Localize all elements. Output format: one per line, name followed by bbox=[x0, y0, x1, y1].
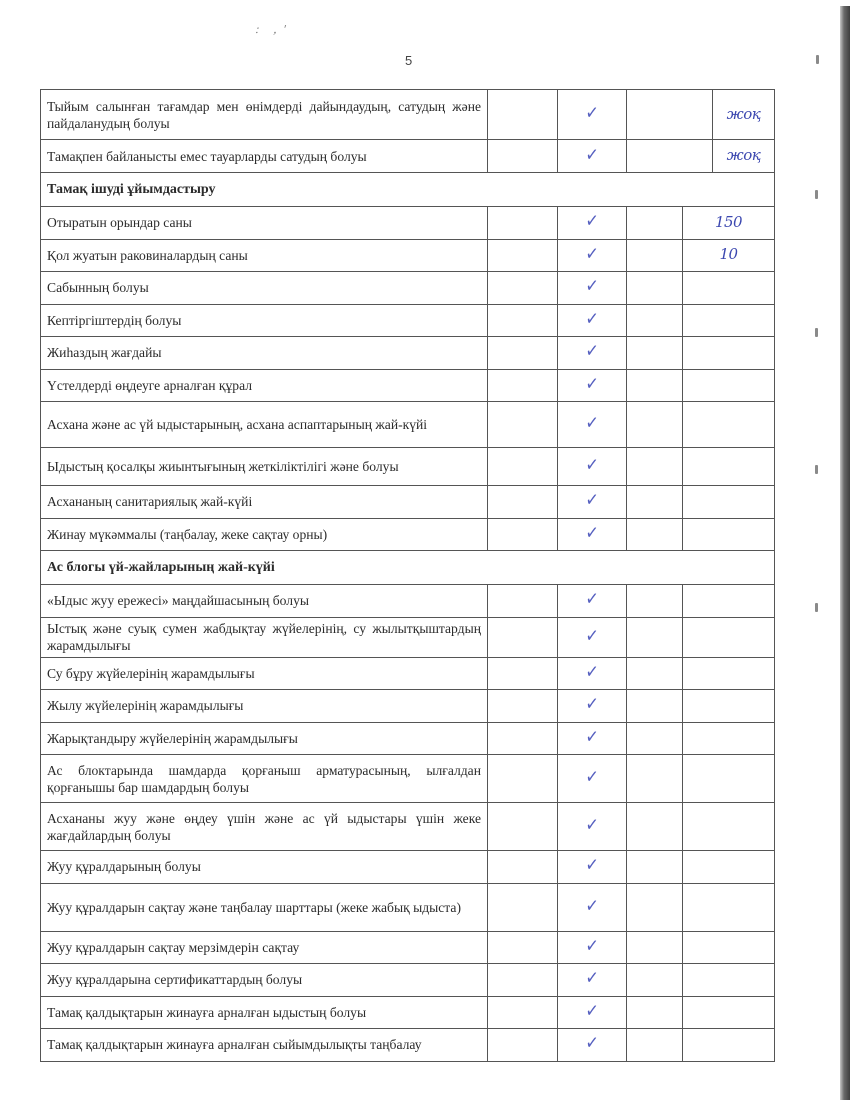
empty-cell[interactable] bbox=[488, 448, 558, 486]
table-row bbox=[41, 1029, 775, 1062]
table-row bbox=[41, 617, 775, 657]
row-label: «Ыдыс жуу ережесі» маңдайшасының болуы bbox=[41, 585, 488, 618]
checklist-table-top bbox=[40, 89, 775, 173]
empty-cell[interactable] bbox=[627, 90, 713, 140]
note-cell[interactable] bbox=[683, 657, 775, 690]
empty-cell[interactable] bbox=[488, 617, 558, 657]
checkmark-icon: ✓ bbox=[584, 209, 600, 234]
binding-mark bbox=[815, 328, 818, 337]
checkmark-icon: ✓ bbox=[584, 339, 600, 364]
checkmark-icon: ✓ bbox=[584, 587, 600, 612]
empty-cell[interactable] bbox=[488, 402, 558, 448]
table-row bbox=[41, 755, 775, 803]
table-row bbox=[41, 518, 775, 551]
check-cell[interactable] bbox=[558, 239, 627, 272]
table-row bbox=[41, 140, 775, 173]
empty-cell[interactable] bbox=[488, 883, 558, 931]
page-number: 5 bbox=[405, 53, 413, 68]
table-row bbox=[41, 369, 775, 402]
check-cell[interactable] bbox=[558, 272, 627, 305]
note-cell[interactable] bbox=[683, 851, 775, 884]
empty-cell[interactable] bbox=[627, 304, 683, 337]
table-row bbox=[41, 931, 775, 964]
check-cell[interactable] bbox=[558, 996, 627, 1029]
empty-cell[interactable] bbox=[488, 140, 558, 173]
check-cell[interactable] bbox=[558, 402, 627, 448]
empty-cell[interactable] bbox=[488, 931, 558, 964]
check-cell[interactable] bbox=[558, 304, 627, 337]
note-cell[interactable] bbox=[713, 90, 775, 140]
handwritten-note: жоқ bbox=[726, 146, 761, 164]
row-label: Жуу құралдарын сақтау және таңбалау шарттары (жеке жабық ыдыста) bbox=[41, 883, 488, 931]
row-label: Жинау мүкәммалы (таңбалау, жеке сақтау орны) bbox=[41, 518, 488, 551]
note-cell[interactable] bbox=[683, 722, 775, 755]
row-label: Асхана және ас үй ыдыстарының, асхана аспаптарының жай-күйі bbox=[41, 402, 488, 448]
row-label: Қол жуатын раковиналардың саны bbox=[41, 239, 488, 272]
empty-cell[interactable] bbox=[627, 486, 683, 519]
check-cell[interactable] bbox=[558, 140, 627, 173]
table-row bbox=[41, 402, 775, 448]
empty-cell[interactable] bbox=[488, 722, 558, 755]
row-label: Жуу құралдарына сертификаттардың болуы bbox=[41, 964, 488, 997]
empty-cell[interactable] bbox=[627, 755, 683, 803]
table-row bbox=[41, 803, 775, 851]
empty-cell[interactable] bbox=[488, 486, 558, 519]
check-cell[interactable] bbox=[558, 617, 627, 657]
note-cell[interactable] bbox=[683, 369, 775, 402]
check-cell[interactable] bbox=[558, 964, 627, 997]
note-cell[interactable] bbox=[683, 207, 775, 240]
empty-cell[interactable] bbox=[627, 851, 683, 884]
table-row bbox=[41, 585, 775, 618]
empty-cell[interactable] bbox=[488, 369, 558, 402]
empty-cell[interactable] bbox=[627, 690, 683, 723]
row-label: Тамақ қалдықтарын жинауға арналған ыдыстың болуы bbox=[41, 996, 488, 1029]
row-label: Тыйым салынған тағамдар мен өнімдерді дайындаудың, сатудың және пайдаланудың болуы bbox=[41, 90, 488, 140]
table-row bbox=[41, 304, 775, 337]
handwritten-note: 150 bbox=[714, 212, 743, 231]
checkmark-icon: ✓ bbox=[584, 998, 600, 1023]
empty-cell[interactable] bbox=[627, 1029, 683, 1062]
checkmark-icon: ✓ bbox=[584, 142, 600, 167]
check-cell[interactable] bbox=[558, 931, 627, 964]
table-row bbox=[41, 90, 775, 140]
table-row bbox=[41, 337, 775, 370]
note-cell[interactable] bbox=[683, 448, 775, 486]
row-label: Ыдыстың қосалқы жиынтығының жеткіліктілігі және болуы bbox=[41, 448, 488, 486]
row-label: Асхананы жуу және өңдеу үшін және ас үй ыдыстары үшін жеке жағдайлардың болуы bbox=[41, 803, 488, 851]
note-cell[interactable] bbox=[683, 486, 775, 519]
empty-cell[interactable] bbox=[488, 337, 558, 370]
note-cell[interactable] bbox=[683, 272, 775, 305]
table-row bbox=[41, 964, 775, 997]
checkmark-icon: ✓ bbox=[584, 765, 600, 789]
handwritten-note: 10 bbox=[719, 245, 738, 264]
empty-cell[interactable] bbox=[488, 755, 558, 803]
row-label: Сабынның болуы bbox=[41, 272, 488, 305]
row-label: Жылу жүйелерінің жарамдылығы bbox=[41, 690, 488, 723]
table-row bbox=[41, 657, 775, 690]
check-cell[interactable] bbox=[558, 722, 627, 755]
checkmark-icon: ✓ bbox=[584, 453, 600, 477]
checkmark-icon: ✓ bbox=[584, 371, 600, 396]
empty-cell[interactable] bbox=[488, 803, 558, 851]
check-cell[interactable] bbox=[558, 1029, 627, 1062]
checkmark-icon: ✓ bbox=[584, 101, 600, 125]
row-label: Отыратын орындар саны bbox=[41, 207, 488, 240]
empty-cell[interactable] bbox=[627, 931, 683, 964]
checkmark-icon: ✓ bbox=[584, 692, 600, 717]
empty-cell[interactable] bbox=[488, 304, 558, 337]
empty-cell[interactable] bbox=[627, 239, 683, 272]
empty-cell[interactable] bbox=[488, 585, 558, 618]
checkmark-icon: ✓ bbox=[584, 274, 600, 299]
note-cell[interactable] bbox=[683, 755, 775, 803]
row-label: Үстелдерді өңдеуге арналған құрал bbox=[41, 369, 488, 402]
check-cell[interactable] bbox=[558, 803, 627, 851]
empty-cell[interactable] bbox=[488, 690, 558, 723]
empty-cell[interactable] bbox=[627, 402, 683, 448]
table-row bbox=[41, 722, 775, 755]
row-label: Ас блоктарында шамдарда қорғаныш арматурасының, ылғалдан қорғанышы бар шамдардың болуы bbox=[41, 755, 488, 803]
note-cell[interactable] bbox=[683, 883, 775, 931]
empty-cell[interactable] bbox=[488, 657, 558, 690]
note-cell[interactable] bbox=[683, 239, 775, 272]
binding-mark bbox=[815, 190, 818, 199]
empty-cell[interactable] bbox=[627, 272, 683, 305]
note-cell[interactable] bbox=[683, 337, 775, 370]
table-row bbox=[41, 883, 775, 931]
row-label: Жуу құралдарының болуы bbox=[41, 851, 488, 884]
empty-cell[interactable] bbox=[488, 1029, 558, 1062]
table-row bbox=[41, 207, 775, 240]
row-label: Ыстық және суық сумен жабдықтау жүйелерінің, су жылытқыштардың жарамдылығы bbox=[41, 617, 488, 657]
table-row bbox=[41, 851, 775, 884]
empty-cell[interactable] bbox=[627, 803, 683, 851]
binding-mark bbox=[816, 55, 819, 64]
empty-cell[interactable] bbox=[488, 964, 558, 997]
row-label: Тамақпен байланысты емес тауарларды сатудың болуы bbox=[41, 140, 488, 173]
empty-cell[interactable] bbox=[627, 369, 683, 402]
note-cell[interactable] bbox=[683, 931, 775, 964]
check-cell[interactable] bbox=[558, 690, 627, 723]
handwritten-note: жоқ bbox=[726, 104, 761, 123]
empty-cell[interactable] bbox=[627, 337, 683, 370]
row-label: Су бұру жүйелерінің жарамдылығы bbox=[41, 657, 488, 690]
section-title: Тамақ ішуді ұйымдастыру bbox=[41, 173, 775, 207]
checkmark-icon: ✓ bbox=[584, 893, 600, 918]
scan-artifact: : ,' bbox=[254, 22, 294, 36]
table-row bbox=[41, 239, 775, 272]
checklist-table bbox=[40, 172, 775, 1062]
checkmark-icon: ✓ bbox=[584, 966, 600, 991]
checkmark-icon: ✓ bbox=[584, 623, 600, 648]
check-cell[interactable] bbox=[558, 90, 627, 140]
check-cell[interactable] bbox=[558, 337, 627, 370]
table-row bbox=[41, 272, 775, 305]
table-row bbox=[41, 448, 775, 486]
note-cell[interactable] bbox=[683, 304, 775, 337]
binding-mark bbox=[815, 603, 818, 612]
note-cell[interactable] bbox=[683, 964, 775, 997]
check-cell[interactable] bbox=[558, 518, 627, 551]
checkmark-icon: ✓ bbox=[584, 1031, 600, 1056]
check-cell[interactable] bbox=[558, 207, 627, 240]
empty-cell[interactable] bbox=[488, 207, 558, 240]
note-cell[interactable] bbox=[683, 617, 775, 657]
check-cell[interactable] bbox=[558, 657, 627, 690]
table-row bbox=[41, 486, 775, 519]
note-cell[interactable] bbox=[683, 1029, 775, 1062]
check-cell[interactable] bbox=[558, 448, 627, 486]
checkmark-icon: ✓ bbox=[584, 933, 600, 958]
scan-edge-shadow bbox=[840, 6, 850, 1100]
checkmark-icon: ✓ bbox=[584, 306, 600, 331]
binding-mark bbox=[815, 465, 818, 474]
empty-cell[interactable] bbox=[627, 657, 683, 690]
table-row bbox=[41, 690, 775, 723]
empty-cell[interactable] bbox=[627, 617, 683, 657]
checkmark-icon: ✓ bbox=[584, 853, 600, 878]
row-label: Жарықтандыру жүйелерінің жарамдылығы bbox=[41, 722, 488, 755]
section-header-row bbox=[41, 173, 775, 207]
note-cell[interactable] bbox=[683, 690, 775, 723]
check-cell[interactable] bbox=[558, 369, 627, 402]
table-row bbox=[41, 996, 775, 1029]
note-cell[interactable] bbox=[683, 518, 775, 551]
empty-cell[interactable] bbox=[627, 140, 713, 173]
checkmark-icon: ✓ bbox=[584, 520, 600, 545]
checkmark-icon: ✓ bbox=[584, 411, 600, 435]
row-label: Жиһаздың жағдайы bbox=[41, 337, 488, 370]
empty-cell[interactable] bbox=[488, 239, 558, 272]
checkmark-icon: ✓ bbox=[584, 724, 600, 749]
empty-cell[interactable] bbox=[488, 90, 558, 140]
note-cell[interactable] bbox=[683, 585, 775, 618]
note-cell[interactable] bbox=[713, 140, 775, 173]
checkmark-icon: ✓ bbox=[584, 488, 600, 513]
section-title: Ас блогы үй-жайларының жай-күйі bbox=[41, 551, 775, 585]
empty-cell[interactable] bbox=[627, 518, 683, 551]
empty-cell[interactable] bbox=[627, 996, 683, 1029]
empty-cell[interactable] bbox=[627, 207, 683, 240]
empty-cell[interactable] bbox=[627, 722, 683, 755]
empty-cell[interactable] bbox=[627, 448, 683, 486]
empty-cell[interactable] bbox=[627, 585, 683, 618]
empty-cell[interactable] bbox=[488, 851, 558, 884]
note-cell[interactable] bbox=[683, 803, 775, 851]
row-label: Кептіргіштердің болуы bbox=[41, 304, 488, 337]
checkmark-icon: ✓ bbox=[584, 813, 600, 837]
empty-cell[interactable] bbox=[627, 964, 683, 997]
note-cell[interactable] bbox=[683, 996, 775, 1029]
row-label: Жуу құралдарын сақтау мерзімдерін сақтау bbox=[41, 931, 488, 964]
empty-cell[interactable] bbox=[488, 996, 558, 1029]
empty-cell[interactable] bbox=[627, 883, 683, 931]
section-header-row bbox=[41, 551, 775, 585]
empty-cell[interactable] bbox=[488, 518, 558, 551]
row-label: Асхананың санитариялық жай-күйі bbox=[41, 486, 488, 519]
checkmark-icon: ✓ bbox=[584, 241, 600, 266]
checkmark-icon: ✓ bbox=[584, 659, 600, 684]
note-cell[interactable] bbox=[683, 402, 775, 448]
row-label: Тамақ қалдықтарын жинауға арналған сыйымдылықты таңбалау bbox=[41, 1029, 488, 1062]
empty-cell[interactable] bbox=[488, 272, 558, 305]
check-cell[interactable] bbox=[558, 486, 627, 519]
check-cell[interactable] bbox=[558, 883, 627, 931]
check-cell[interactable] bbox=[558, 755, 627, 803]
check-cell[interactable] bbox=[558, 851, 627, 884]
check-cell[interactable] bbox=[558, 585, 627, 618]
